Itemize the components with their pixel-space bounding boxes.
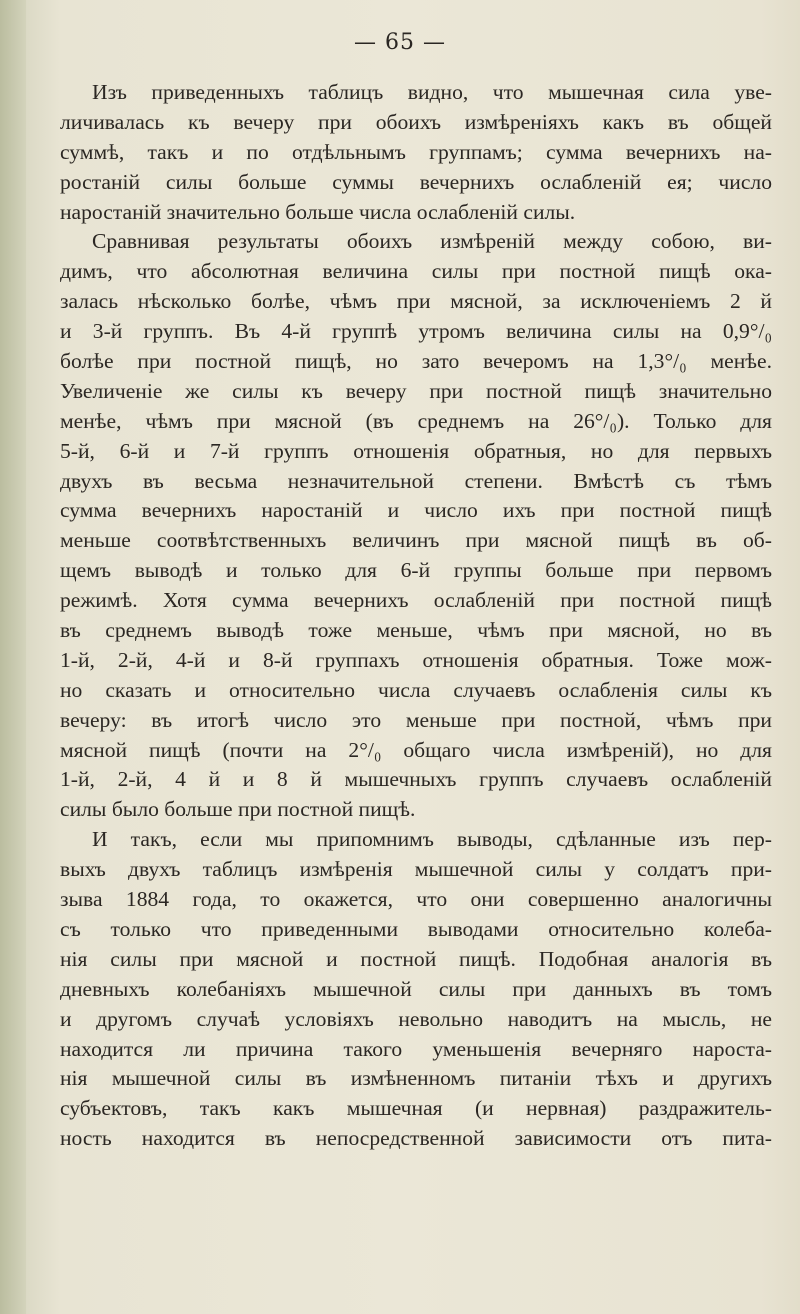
text-line: субъектовъ, такъ какъ мышечная (и нервная) раздражитель- bbox=[60, 1096, 772, 1121]
text-line: меньше соотвѣтственныхъ величинъ при мясной пищѣ въ об- bbox=[60, 528, 772, 553]
text-line: 1-й, 2-й, 4 й и 8 й мышечныхъ группъ случаевъ ослабленій bbox=[60, 767, 772, 792]
text-line: димъ, что абсолютная величина силы при постной пищѣ ока- bbox=[60, 259, 772, 284]
text-line: щемъ выводѣ и только для 6-й группы больше при первомъ bbox=[60, 558, 772, 583]
text-line: и другомъ случаѣ условіяхъ невольно наводитъ на мысль, не bbox=[60, 1006, 772, 1031]
page-binding-edge bbox=[0, 0, 26, 1314]
text-line: зыва 1884 года, то окажется, что они совершенно аналогичны bbox=[60, 887, 772, 912]
body-text bbox=[60, 78, 772, 1154]
text-line: суммѣ, такъ и по отдѣльнымъ группамъ; сумма вечернихъ на- bbox=[60, 139, 772, 164]
text-line: наростаній значительно больше числа ослабленій силы. bbox=[60, 199, 576, 224]
text-line: залась нѣсколько болѣе, чѣмъ при мясной, за исключеніемъ 2 й bbox=[60, 289, 772, 314]
text-line: менѣе, чѣмъ при мясной (въ среднемъ на 26°/₀). Только для bbox=[60, 408, 772, 433]
text-line: 5-й, 6-й и 7-й группъ отношенія обратныя, но для первыхъ bbox=[60, 438, 772, 463]
text-line: ность находится въ непосредственной зависимости отъ пита- bbox=[60, 1126, 772, 1151]
paragraph bbox=[60, 227, 772, 825]
text-line: дневныхъ колебаніяхъ мышечной силы при данныхъ въ томъ bbox=[60, 976, 772, 1001]
text-line: И такъ, если мы припомнимъ выводы, сдѣланные изъ пер- bbox=[92, 827, 772, 852]
text-line: личивалась къ вечеру при обоихъ измѣреніяхъ какъ въ общей bbox=[60, 109, 772, 134]
text-line: Увеличеніе же силы къ вечеру при постной пищѣ значительно bbox=[60, 378, 772, 403]
text-line: выхъ двухъ таблицъ измѣренія мышечной силы у солдатъ при- bbox=[60, 857, 772, 882]
text-line: режимѣ. Хотя сумма вечернихъ ослабленій при постной пищѣ bbox=[60, 588, 772, 613]
text-line: ростаній силы больше суммы вечернихъ ослабленій ея; число bbox=[60, 169, 772, 194]
text-line: и 3-й группъ. Въ 4-й группѣ утромъ величина силы на 0,9°/₀ bbox=[60, 319, 772, 344]
text-line: въ среднемъ выводѣ тоже меньше, чѣмъ при мясной, но въ bbox=[60, 618, 772, 643]
text-line: сумма вечернихъ наростаній и число ихъ при постной пищѣ bbox=[60, 498, 772, 523]
text-line: болѣе при постной пищѣ, но зато вечеромъ на 1,3°/₀ менѣе. bbox=[60, 349, 772, 374]
text-line: вечеру: въ итогѣ число это меньше при постной, чѣмъ при bbox=[60, 707, 772, 732]
text-line: двухъ въ весьма незначительной степени. Вмѣстѣ съ тѣмъ bbox=[60, 468, 772, 493]
page-number: — 65 — bbox=[354, 30, 446, 55]
text-line: 1-й, 2-й, 4-й и 8-й группахъ отношенія обратныя. Тоже мож- bbox=[60, 647, 772, 672]
text-line: мясной пищѣ (почти на 2°/₀ общаго числа измѣреній), но для bbox=[60, 737, 772, 762]
text-line: Сравнивая результаты обоихъ измѣреній между собою, ви- bbox=[92, 229, 772, 254]
paragraph bbox=[60, 78, 772, 227]
text-line: Изъ приведенныхъ таблицъ видно, что мышечная сила уве- bbox=[92, 80, 772, 104]
text-line: находится ли причина такого уменьшенія вечерняго нароста- bbox=[60, 1036, 772, 1061]
text-line: нія мышечной силы въ измѣненномъ питаніи тѣхъ и другихъ bbox=[60, 1066, 772, 1091]
text-line: силы было больше при постной пищѣ. bbox=[60, 797, 416, 822]
text-line: нія силы при мясной и постной пищѣ. Подобная аналогія въ bbox=[60, 946, 772, 971]
paragraph bbox=[60, 825, 772, 1154]
text-line: но сказать и относительно числа случаевъ ослабленія силы къ bbox=[60, 677, 772, 702]
text-line: съ только что приведенными выводами относительно колеба- bbox=[60, 916, 772, 941]
